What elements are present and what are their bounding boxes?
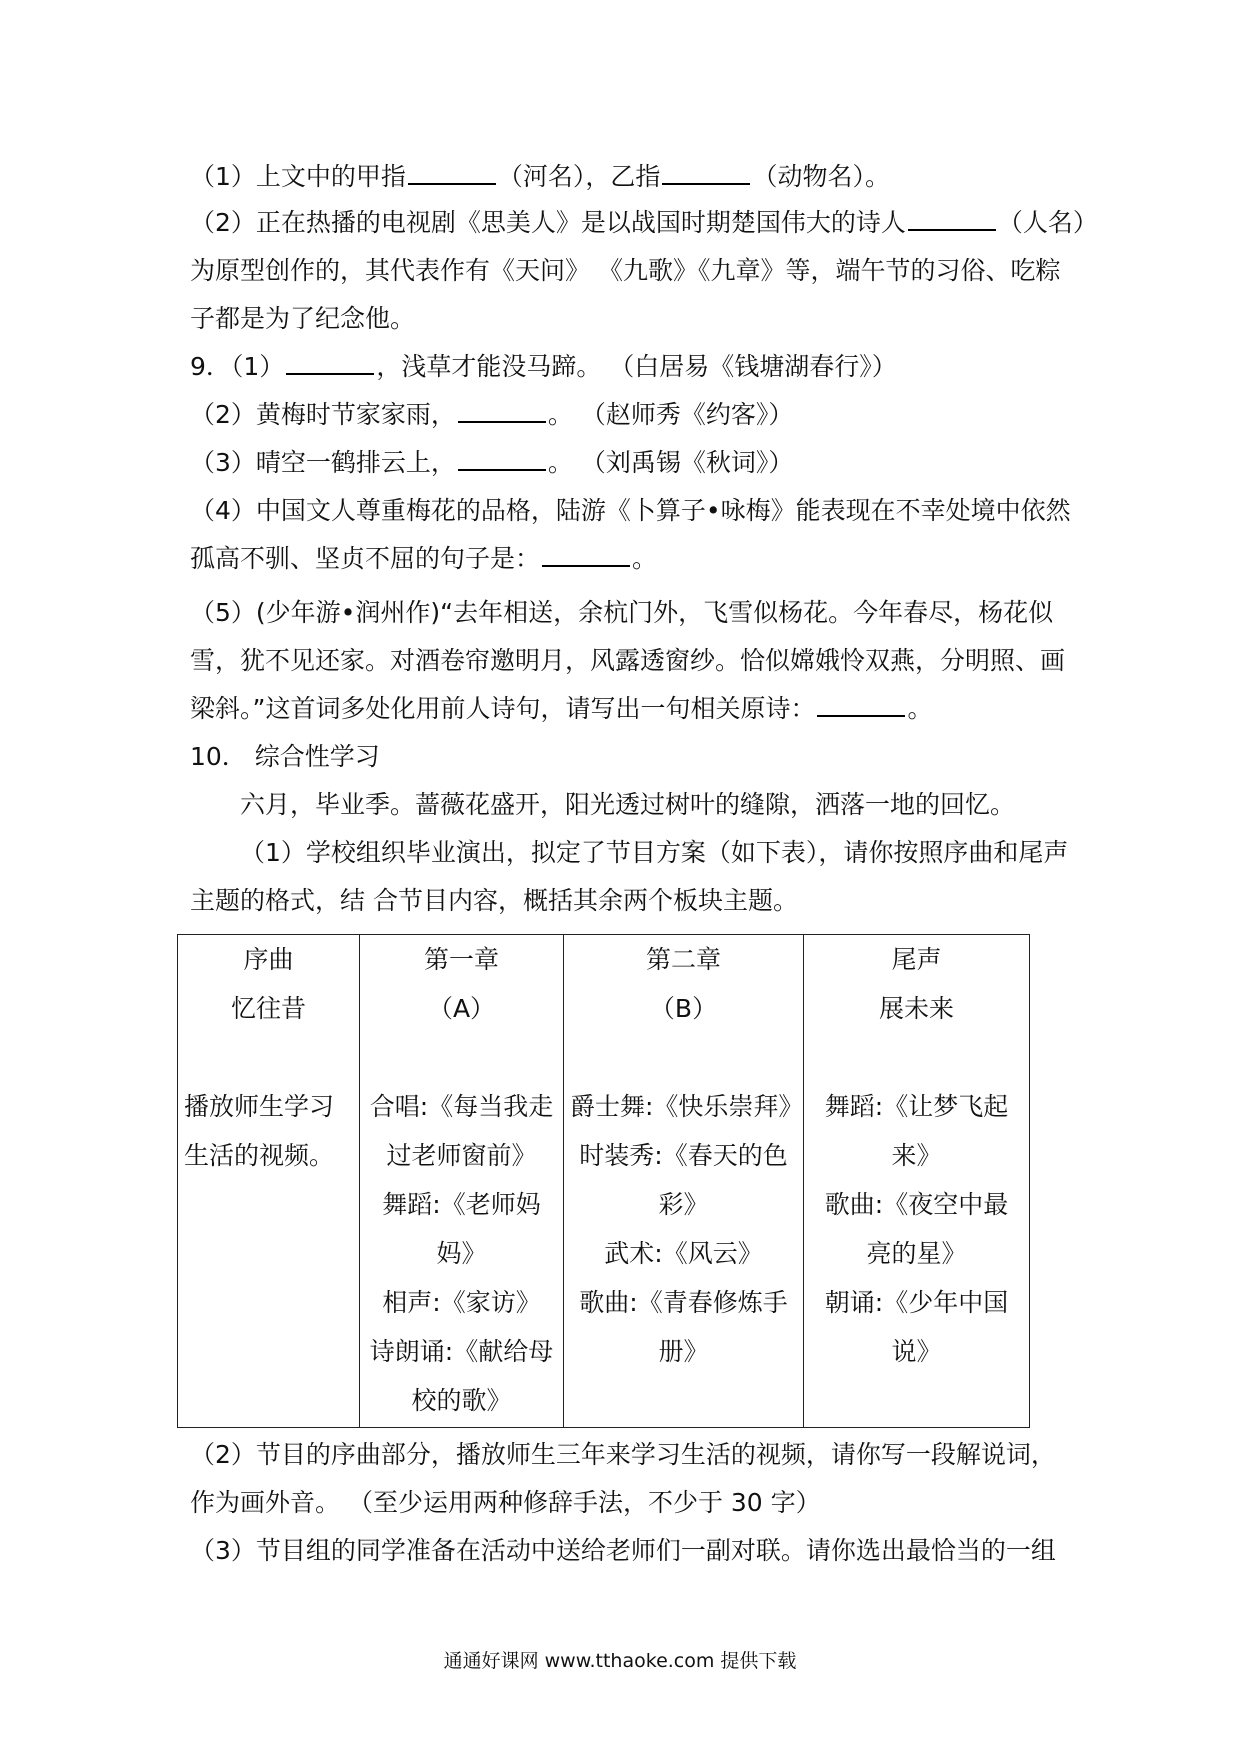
q10-1-line-a: （1）学校组织毕业演出，拟定了节目方案（如下表），请你按照序曲和尾声 <box>240 838 1069 867</box>
column-content-line: 妈》 <box>436 1239 487 1268</box>
q10-3-line: （3）节目组的同学准备在活动中送给老师们一副对联。请你选出最恰当的一组 <box>190 1536 1056 1565</box>
answer-blank[interactable] <box>286 351 374 375</box>
q10-intro: 六月，毕业季。蔷薇花盛开，阳光透过树叶的缝隙，洒落一地的回忆。 <box>240 790 1016 819</box>
table-cell-prelude <box>178 935 360 1428</box>
q8-1-line <box>190 160 890 194</box>
q8-1-text-b: （河名），乙指 <box>497 162 661 191</box>
column-head: 序曲 <box>243 945 294 974</box>
q9-2-line <box>190 398 793 432</box>
q9-5-line-b: 雪，犹不见还家。对酒卷帘邀明月，风露透窗纱。恰似嫦娥怜双燕，分明照、画 <box>190 646 1066 675</box>
column-theme: 忆往昔 <box>230 994 306 1023</box>
column-content-line: 来》 <box>891 1141 942 1170</box>
q10-title: 10． 综合性学习 <box>190 742 380 771</box>
column-content-line: 播放师生学习 <box>184 1092 335 1121</box>
q8-1-text-c: （动物名）。 <box>752 162 890 191</box>
q9-4-line-a: （4）中国文人尊重梅花的品格，陆游《卜算子•咏梅》能表现在不幸处境中依然 <box>190 496 1071 525</box>
column-content-line: 校的歌》 <box>411 1386 512 1415</box>
column-theme: （B） <box>649 994 718 1023</box>
answer-blank[interactable] <box>817 693 905 717</box>
table-cell-chapter-2 <box>564 935 804 1428</box>
column-content-line: 说》 <box>891 1337 942 1366</box>
answer-blank[interactable] <box>458 447 546 471</box>
column-content-line: 过老师窗前》 <box>386 1141 537 1170</box>
column-head: 尾声 <box>891 945 942 974</box>
page-footer: 通通好课网 www.tthaoke.com 提供下载 <box>443 1650 797 1672</box>
q9-4-text-a: 孤高不驯、坚贞不屈的句子是： <box>190 544 541 573</box>
q9-5-line-c <box>190 692 932 726</box>
q9-4-line-b <box>190 542 657 576</box>
q10-1-line-b: 主题的格式，结 合节目内容，概括其余两个板块主题。 <box>190 886 798 915</box>
column-content-line: 时装秀:《春天的色 <box>579 1141 788 1170</box>
q9-5-text-a: 梁斜。”这首词多处化用前人诗句，请写出一句相关原诗： <box>190 694 816 723</box>
q10-2-line-a: （2）节目的序曲部分，播放师生三年来学习生活的视频，请你写一段解说词， <box>190 1440 1056 1469</box>
column-content-line: 相声:《家访》 <box>382 1288 541 1317</box>
q9-3-text-b: 。 （刘禹锡《秋词》） <box>547 448 794 477</box>
table-cell-chapter-1 <box>360 935 564 1428</box>
column-content-line: 朝诵:《少年中国 <box>824 1288 1009 1317</box>
answer-blank[interactable] <box>408 161 496 185</box>
q8-2-line-a <box>190 206 1098 240</box>
column-content-line: 武术:《风云》 <box>604 1239 763 1268</box>
column-content-line: 生活的视频。 <box>184 1141 335 1170</box>
q9-1-text-a: 9．（1） <box>190 352 285 381</box>
q10-2-line-b: 作为画外音。 （至少运用两种修辞手法，不少于 30 字） <box>190 1488 821 1517</box>
q9-2-text-b: 。 （赵师秀《约客》） <box>547 400 794 429</box>
column-theme: 展未来 <box>878 994 954 1023</box>
answer-blank[interactable] <box>458 399 546 423</box>
column-content-line: 彩》 <box>658 1190 709 1219</box>
column-theme: （A） <box>427 994 496 1023</box>
column-content-line: 册》 <box>658 1337 709 1366</box>
q9-3-line <box>190 446 793 480</box>
q8-2-line-c: 子都是为了纪念他。 <box>190 304 416 333</box>
q8-2-line-b: 为原型创作的，其代表作有《天问》 《九歌》《九章》等，端午节的习俗、吃粽 <box>190 256 1061 285</box>
q8-2-text-b: （人名） <box>997 208 1098 237</box>
answer-blank[interactable] <box>908 207 996 231</box>
column-head: 第二章 <box>645 945 721 974</box>
table-cell-epilogue <box>804 935 1030 1428</box>
column-content-line: 舞蹈:《让梦飞起 <box>824 1092 1009 1121</box>
q9-5-line-a: （5）(少年游•润州作)“去年相送，余杭门外，飞雪似杨花。今年春尽，杨花似 <box>190 598 1054 627</box>
column-content-line: 爵士舞:《快乐崇拜》 <box>570 1092 804 1121</box>
q9-1-line <box>190 350 897 384</box>
column-content-line: 合唱:《每当我走 <box>369 1092 554 1121</box>
q9-3-text-a: （3）晴空一鹤排云上， <box>190 448 456 477</box>
q9-1-text-b: ，浅草才能没马蹄。 （白居易《钱塘湖春行》） <box>376 352 897 381</box>
column-content-line: 诗朗诵:《献给母 <box>369 1337 554 1366</box>
q9-2-text-a: （2）黄梅时节家家雨， <box>190 400 456 429</box>
program-table-row <box>178 935 1030 1428</box>
column-content-line: 歌曲:《青春修炼手 <box>579 1288 788 1317</box>
column-content-line: 歌曲:《夜空中最 <box>824 1190 1009 1219</box>
q9-5-text-b: 。 <box>907 694 933 723</box>
answer-blank[interactable] <box>542 543 630 567</box>
q8-2-text-a: （2）正在热播的电视剧《思美人》是以战国时期楚国伟大的诗人 <box>190 208 906 237</box>
column-head: 第一章 <box>423 945 499 974</box>
column-content-line: 舞蹈:《老师妈 <box>382 1190 541 1219</box>
column-content-line: 亮的星》 <box>866 1239 967 1268</box>
answer-blank[interactable] <box>662 161 750 185</box>
program-table <box>177 934 1030 1428</box>
q9-4-text-b: 。 <box>632 544 658 573</box>
q8-1-text-a: （1）上文中的甲指 <box>190 162 406 191</box>
